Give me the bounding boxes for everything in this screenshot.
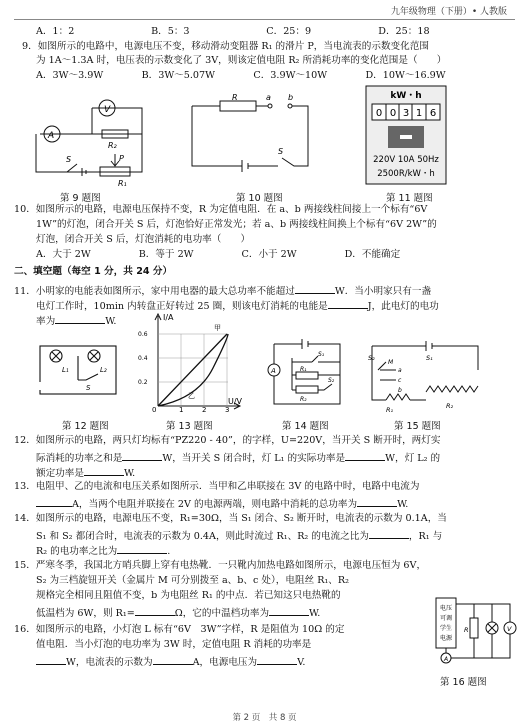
section-title: 二、填空题（每空 1 分，共 24 分） xyxy=(14,266,173,277)
graph13-curve-yi: 乙 xyxy=(188,392,195,400)
q9-line2: 为 1A～1.3A 时，电压表的示数变化了 3V，则该定值电阻 R₂ 所消耗功率的变化范围是（ ） xyxy=(36,55,447,66)
svg-text:L₂: L₂ xyxy=(100,366,107,374)
q15-line1: 15．严寒冬季，我国北方哨兵脚上穿有电热靴．一只靴内加热电路如图所示，电源电压恒为 6V， xyxy=(14,560,427,571)
q10-options: A．大于 2W B．等于 2W C．小于 2W D．不能确定 xyxy=(36,249,401,260)
q15-line3: 规格完全相同且阻值不变，b 为电阻丝 R₁ 的中点．若已知这只电热靴的 xyxy=(36,590,341,601)
fig16-box: 可调 xyxy=(439,615,453,622)
q8-options: A．1：2 B．5：3 C．25：9 D．25：18 xyxy=(36,26,430,37)
q11-blank3[interactable] xyxy=(55,313,105,324)
fig11-meter xyxy=(366,86,446,184)
svg-text:a: a xyxy=(266,93,271,102)
q13-blank2[interactable] xyxy=(357,496,397,507)
q14-blank2[interactable] xyxy=(117,543,167,554)
q16-line2: 值电阻．当小灯泡的电功率为 3W 时，定值电阻 R 消耗的功率是 xyxy=(36,639,312,650)
q12-blank1[interactable] xyxy=(122,450,162,461)
fig15-caption: 第 15 题图 xyxy=(394,421,441,432)
fig13-graph xyxy=(138,308,248,414)
q11-line1: 11．小明家的电能表如图所示，家中用电器的最大总功率不能超过 W．当小明家只有一盏 xyxy=(14,283,431,298)
fig12-circuit xyxy=(38,342,118,398)
svg-text:S: S xyxy=(278,147,284,156)
svg-text:R₁: R₁ xyxy=(386,406,394,414)
q10-line3: 灯泡，闭合开关 S 后，灯泡消耗的电功率（ ） xyxy=(36,234,251,245)
graph13-ylabel: I/A xyxy=(163,313,174,322)
fig9-caption: 第 9 题图 xyxy=(60,193,101,204)
q16-blank3[interactable] xyxy=(257,654,297,665)
svg-text:b: b xyxy=(398,387,402,394)
q11-line3: 率为 W. xyxy=(36,313,116,328)
meter-digit: 1 xyxy=(415,108,423,119)
fig16-box: 学生 xyxy=(439,625,453,632)
graph13-tick: 3 xyxy=(225,406,230,414)
svg-text:S: S xyxy=(86,384,91,392)
svg-text:R₂: R₂ xyxy=(300,396,307,403)
fig9-circuit xyxy=(22,88,152,188)
q13-blank1[interactable] xyxy=(36,496,72,507)
graph13-tick: 1 xyxy=(179,406,184,414)
header-rule xyxy=(14,19,515,20)
q9-options: A．3W～3.9W B．3W～5.07W C．3.9W～10W D．10W～16.9W xyxy=(36,70,446,81)
fig13-caption: 第 13 题图 xyxy=(166,421,213,432)
q15-line2: S₂ 为三档旋钮开关（金属片 M 可分别拨至 a、b、c 处），电阻丝 R₁、R₂ xyxy=(36,575,349,586)
q13-line1: 13．电阻甲、乙的电流和电压关系如图所示．当甲和乙串联接在 3V 的电路中时，电路中电流为 xyxy=(14,481,420,492)
q16-line3: W，电流表的示数为 A，电源电压为 V. xyxy=(36,654,305,669)
q12-line2: 际消耗的功率之和是 W，当开关 S 闭合时，灯 L₁ 的实际功率是 W，灯 L₂ 的 xyxy=(36,450,440,465)
q12-blank2[interactable] xyxy=(345,450,385,461)
q12-blank3[interactable] xyxy=(84,465,124,476)
q12-line3: 额定功率是 W. xyxy=(36,465,135,480)
q12-line1: 12．如图所示的电路，两只灯均标有“PZ220 - 40”，的字样，U=220V，当开关 S 断开时，两灯实 xyxy=(14,435,441,446)
q16-line1: 16．如图所示的电路，小灯泡 L 标有“6V 3W”字样，R 是阻值为 10Ω 的定 xyxy=(14,624,345,635)
svg-text:L₁: L₁ xyxy=(62,366,69,374)
graph13-tick: 0 xyxy=(152,406,157,414)
q14-line3: R₂ 的电功率之比为 . xyxy=(36,543,170,558)
graph13-tick: 0.6 xyxy=(138,331,148,338)
q15-blank2[interactable] xyxy=(269,605,309,616)
svg-text:R₂: R₂ xyxy=(446,402,454,410)
fig16-box: 电源 xyxy=(439,635,453,642)
fig11-caption: 第 11 题图 xyxy=(386,193,433,204)
svg-text:A: A xyxy=(48,131,55,141)
svg-text:V: V xyxy=(507,625,512,633)
fig10-caption: 第 10 题图 xyxy=(236,193,283,204)
fig14-caption: 第 14 题图 xyxy=(282,421,329,432)
fig16-caption: 第 16 题图 xyxy=(440,677,487,688)
q11-line2: 电灯工作时，10min 内转盘正好转过 25 圈，则该电灯消耗的电能是 J，此电灯的电功 xyxy=(36,298,439,313)
svg-text:M: M xyxy=(388,359,394,366)
meter-spec: 220V 10A 50Hz xyxy=(373,155,439,165)
meter-digit: 0 xyxy=(375,108,383,119)
svg-text:S₂: S₂ xyxy=(368,354,375,362)
q9-line1: 9．如图所示的电路中，电源电压不变，移动滑动变阻器 R₁ 的滑片 P，当电流表的示数变化范围 xyxy=(22,41,429,52)
svg-text:S: S xyxy=(66,155,72,164)
q14-line2: S₁ 和 S₂ 都闭合时，电流表的示数为 0.4A，则此时流过 R₁、R₂ 的电流之比为 ，R₁ 与 xyxy=(36,528,442,543)
fig16-box: 电压 xyxy=(439,605,453,612)
q13-line2: A，当两个电阻并联接在 2V 的电源两端，则电路中消耗的总功率为 W. xyxy=(36,496,408,511)
fig16-circuit xyxy=(434,596,516,668)
graph13-tick: 0.4 xyxy=(138,355,148,362)
svg-text:V: V xyxy=(104,105,111,115)
q10-line2: 1W”的灯泡，闭合开关 S 后，灯泡恰好正常发光；若 a、b 两接线柱间换上个标有“6V 2W”的 xyxy=(36,219,437,230)
q15-line4: 低温档为 6W，则 R₁= Ω，它的中温档功率为 W. xyxy=(36,605,320,620)
q16-blank2[interactable] xyxy=(153,654,193,665)
page-footer: 第 2 页 共 8 页 xyxy=(232,713,297,723)
svg-text:R₁: R₁ xyxy=(118,179,127,188)
fig10-circuit xyxy=(190,93,320,176)
svg-text:S₁: S₁ xyxy=(426,354,433,362)
fig14-circuit xyxy=(262,338,346,410)
q10-line1: 10．如图所示的电路，电源电压保持不变，R 为定值电阻．在 a、b 两接线柱间接上一个标有“6V xyxy=(14,204,428,215)
svg-text:R: R xyxy=(464,626,469,634)
meter-unit: kW・h xyxy=(390,91,422,101)
svg-text:A: A xyxy=(444,656,449,663)
q11-blank2[interactable] xyxy=(328,298,368,309)
q16-blank1[interactable] xyxy=(36,654,66,665)
graph13-curve-jia: 甲 xyxy=(214,324,221,332)
graph13-xlabel: U/V xyxy=(228,397,243,406)
page-header: 九年级物理（下册）• 人教版 xyxy=(390,7,507,17)
svg-text:b: b xyxy=(288,93,294,102)
q11-blank1[interactable] xyxy=(295,283,335,294)
meter-digit: 3 xyxy=(402,108,410,119)
svg-text:A: A xyxy=(271,367,276,375)
svg-text:P: P xyxy=(119,154,124,163)
svg-text:R: R xyxy=(232,93,238,102)
meter-rate: 2500R/kW・h xyxy=(377,169,435,179)
fig15-circuit xyxy=(366,340,486,412)
fig12-caption: 第 12 题图 xyxy=(62,421,109,432)
meter-digit: 6 xyxy=(429,108,437,119)
q15-blank1[interactable] xyxy=(135,605,175,616)
svg-text:a: a xyxy=(398,367,402,374)
graph13-tick: 0.2 xyxy=(138,379,148,386)
meter-digit: 0 xyxy=(389,108,397,119)
q14-blank1[interactable] xyxy=(369,528,409,539)
svg-text:c: c xyxy=(398,377,402,384)
svg-text:S₁: S₁ xyxy=(318,351,325,358)
q14-line1: 14．如图所示的电路，电源电压不变，R₁=30Ω，当 S₁ 闭合、S₂ 断开时，电流表的示数为 0.1A，当 xyxy=(14,513,447,524)
graph13-tick: 2 xyxy=(202,406,207,414)
svg-text:R₂: R₂ xyxy=(108,141,117,150)
svg-text:R₁: R₁ xyxy=(300,366,307,373)
svg-text:S₂: S₂ xyxy=(328,377,335,384)
